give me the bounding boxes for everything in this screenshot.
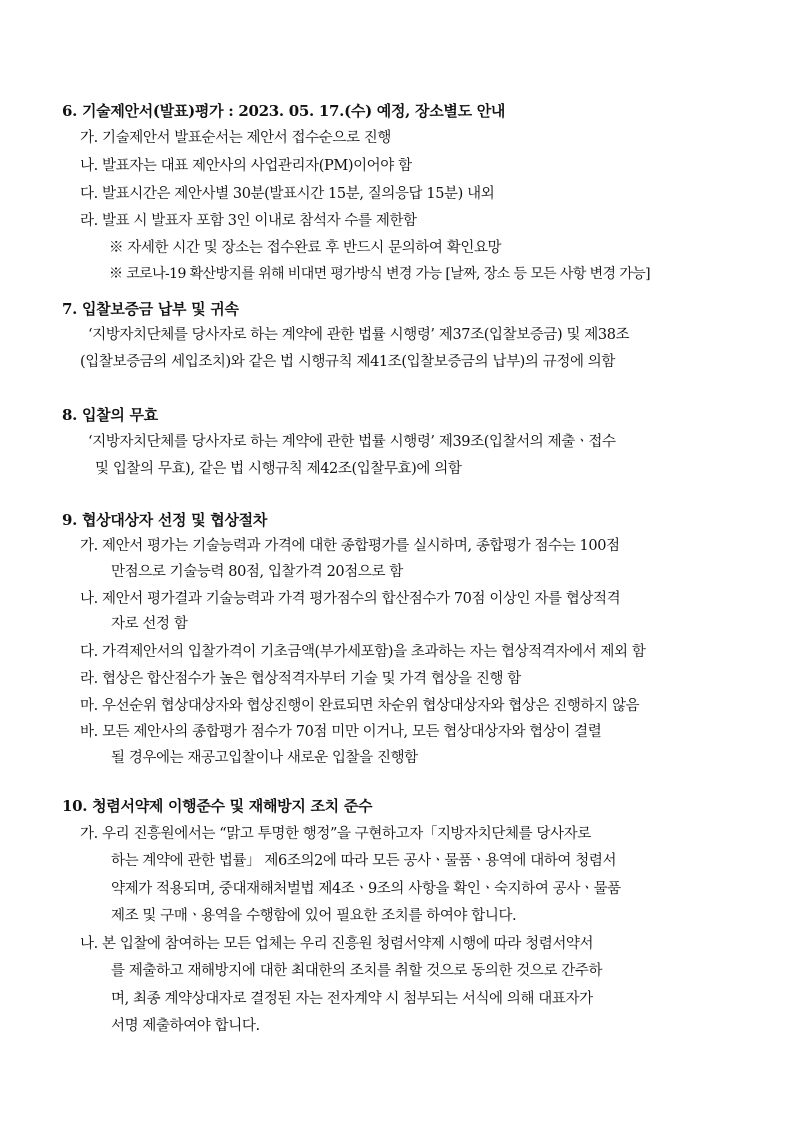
section-7-text-1: ‘지방자치단체를 당사자로 하는 계약에 관한 법률 시행령’ 제37조(입찰보증금) 및 제38조 — [88, 327, 630, 343]
section-9-item-ma: 마. 우선순위 협상대상자와 협상진행이 완료되면 차순위 협상대상자와 협상은 진행하지 않음 — [80, 698, 640, 714]
section-7-heading: 7. 입찰보증금 납부 및 귀속 — [62, 300, 239, 318]
section-7-text-2: (입찰보증금의 세입조치)와 같은 법 시행규칙 제41조(입찰보증금의 납부)의 규정에 의함 — [80, 354, 615, 370]
section-6-item-da: 다. 발표시간은 제안사별 30분(발표시간 15분, 질의응답 15분) 내외 — [80, 186, 495, 202]
section-9-item-ga: 가. 제안서 평가는 기술능력과 가격에 대한 종합평가를 실시하며, 종합평가 점수는 100점 — [80, 538, 620, 554]
section-9-item-ba: 바. 모든 제안사의 종합평가 점수가 70점 미만 이거나, 모든 협상대상자와 협상이 결렬 — [80, 724, 602, 740]
section-6-item-na: 나. 발표자는 대표 제안사의 사업관리자(PM)이어야 함 — [80, 158, 412, 174]
section-9-item-ba-cont: 될 경우에는 재공고입찰이나 새로운 입찰을 진행함 — [111, 750, 418, 766]
section-10-item-ga-cont-2: 약제가 적용되며, 중대재해처벌법 제4조ㆍ9조의 사항을 확인ㆍ숙지하여 공사ㆍ물품 — [111, 881, 621, 897]
section-9-item-na-cont: 자로 선정 함 — [111, 616, 188, 632]
section-6-note-1: ※ 자세한 시간 및 장소는 접수완료 후 반드시 문의하여 확인요망 — [109, 240, 502, 256]
section-6-item-ra: 라. 발표 시 발표자 포함 3인 이내로 참석자 수를 제한함 — [80, 213, 417, 229]
section-9-heading: 9. 협상대상자 선정 및 협상절차 — [62, 511, 268, 529]
section-9-item-ga-cont: 만점으로 기술능력 80점, 입찰가격 20점으로 함 — [111, 564, 403, 580]
section-10-item-na-cont-3: 서명 제출하여야 합니다. — [111, 1018, 260, 1034]
section-8-text-2: 및 입찰의 무효), 같은 법 시행규칙 제42조(입찰무효)에 의함 — [95, 461, 462, 477]
section-8-text-1: ‘지방자치단체를 당사자로 하는 계약에 관한 법률 시행령’ 제39조(입찰서의 제출ㆍ접수 — [88, 434, 616, 450]
section-10-item-ga-cont-1: 하는 계약에 관한 법률」 제6조의2에 따라 모든 공사ㆍ물품ㆍ용역에 대하여 청렴서 — [111, 853, 617, 869]
section-6-heading: 6. 기술제안서(발표)평가 : 2023. 05. 17.(수) 예정, 장소별도 안내 — [62, 102, 506, 120]
section-10-item-ga: 가. 우리 진흥원에서는 “맑고 투명한 행정”을 구현하고자「지방자치단체를 당사자로 — [80, 826, 591, 842]
section-10-heading: 10. 청렴서약제 이행준수 및 재해방지 조치 준수 — [62, 797, 373, 815]
section-6-note-2: ※ 코로나-19 확산방지를 위해 비대면 평가방식 변경 가능 [날짜, 장소 등 모든 사항 변경 가능] — [109, 266, 651, 282]
section-9-item-ra: 라. 협상은 합산점수가 높은 협상적격자부터 기술 및 가격 협상을 진행 함 — [80, 671, 521, 687]
section-9-item-na: 나. 제안서 평가결과 기술능력과 가격 평가점수의 합산점수가 70점 이상인 자를 협상적격 — [80, 591, 621, 607]
section-9-item-da: 다. 가격제안서의 입찰가격이 기초금액(부가세포함)을 초과하는 자는 협상적격자에서 제외 함 — [80, 644, 646, 660]
section-6-item-ga: 가. 기술제안서 발표순서는 제안서 접수순으로 진행 — [80, 130, 392, 146]
section-10-item-na: 나. 본 입찰에 참여하는 모든 업체는 우리 진흥원 청렴서약제 시행에 따라 청렴서약서 — [80, 936, 594, 952]
section-10-item-na-cont-2: 며, 최종 계약상대자로 결정된 자는 전자계약 시 첨부되는 서식에 의해 대표자가 — [111, 991, 593, 1007]
section-10-item-na-cont-1: 를 제출하고 재해방지에 대한 최대한의 조치를 취할 것으로 동의한 것으로 간주하 — [111, 963, 603, 979]
section-8-heading: 8. 입찰의 무효 — [62, 406, 158, 424]
section-10-item-ga-cont-3: 제조 및 구매ㆍ용역을 수행함에 있어 필요한 조치를 하여야 합니다. — [111, 908, 517, 924]
